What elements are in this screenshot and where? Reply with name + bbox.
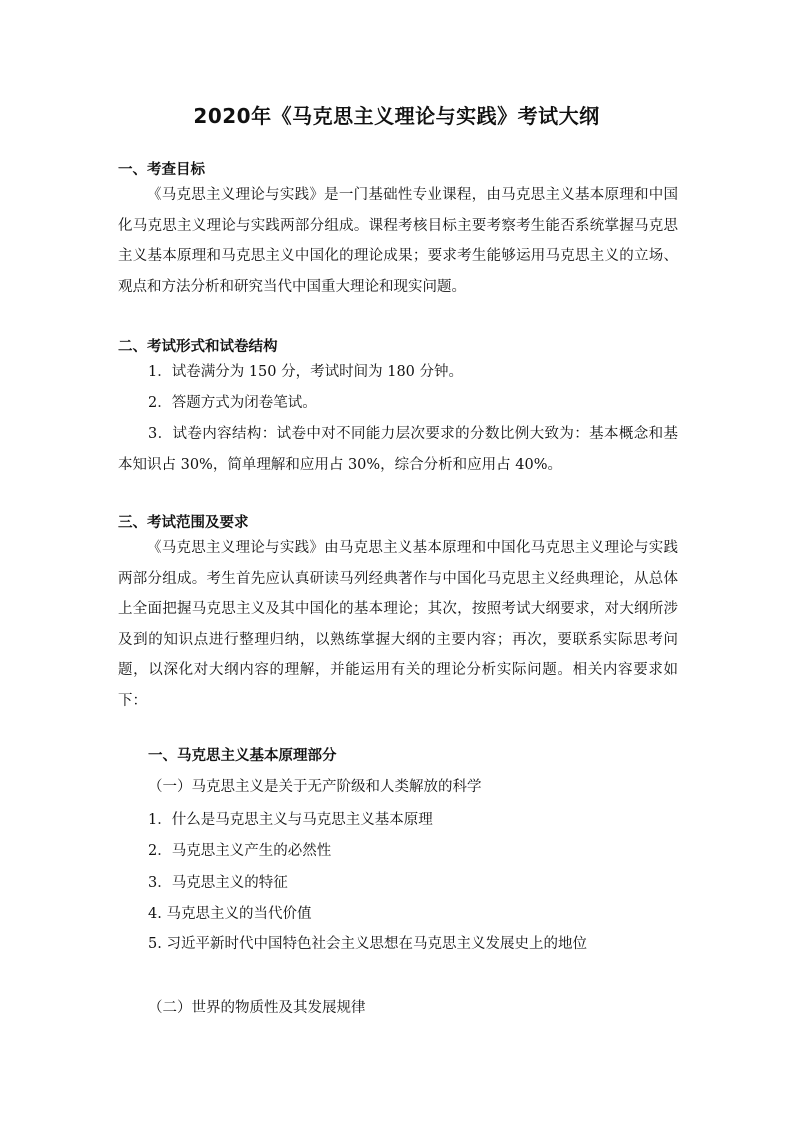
chapter-1-item: 2．马克思主义产生的必然性: [148, 843, 332, 859]
chapter-2-heading: （二）世界的物质性及其发展规律: [148, 1000, 366, 1016]
section-2-item-2: 2．答题方式为闭卷笔试。: [148, 395, 317, 411]
chapter-1-item: 3．马克思主义的特征: [148, 875, 288, 891]
document-title: 2020年《马克思主义理论与实践》考试大纲: [193, 104, 600, 128]
section-2-item-1: 1．试卷满分为 150 分，考试时间为 180 分钟。: [148, 364, 464, 380]
section-3-paragraph: 《马克思主义理论与实践》由马克思主义基本原理和中国化马克思主义理论与实践两部分组成。考生首先应认真研读马列经典著作与中国化马克思主义经典理论，从总体上全面把握马克思主义及其中国化的基本理论；其次，按照考试大纲要求，对大纲所涉及到的知识点进行整理归纳，以熟练掌握大纲的主要内容；再次，要联系实际思考问题，以深化对大纲内容的理解，并能运用有关的理论分析实际问题。相关内容要求如下：: [118, 540, 678, 709]
part-1-heading: 一、马克思主义基本原理部分: [148, 748, 337, 764]
chapter-1-item: 4. 马克思主义的当代价值: [148, 906, 312, 922]
section-2-item-3: 3．试卷内容结构：试卷中对不同能力层次要求的分数比例大致为：基本概念和基本知识占 30%，简单理解和应用占 30%，综合分析和应用占 40%。: [118, 426, 678, 473]
chapter-1-item: 5. 习近平新时代中国特色社会主义思想在马克思主义发展史上的地位: [148, 936, 587, 952]
chapter-1-heading: （一）马克思主义是关于无产阶级和人类解放的科学: [148, 779, 482, 795]
section-3-heading: 三、考试范围及要求: [118, 515, 249, 531]
chapter-1-item: 1．什么是马克思主义与马克思主义基本原理: [148, 812, 433, 828]
section-1-paragraph: 《马克思主义理论与实践》是一门基础性专业课程，由马克思主义基本原理和中国化马克思主义理论与实践两部分组成。课程考核目标主要考察考生能否系统掌握马克思主义基本原理和马克思主义中国化的理论成果；要求考生能够运用马克思主义的立场、观点和方法分析和研究当代中国重大理论和现实问题。: [118, 187, 678, 295]
section-2-heading: 二、考试形式和试卷结构: [118, 339, 278, 355]
section-1-heading: 一、考查目标: [118, 162, 205, 178]
